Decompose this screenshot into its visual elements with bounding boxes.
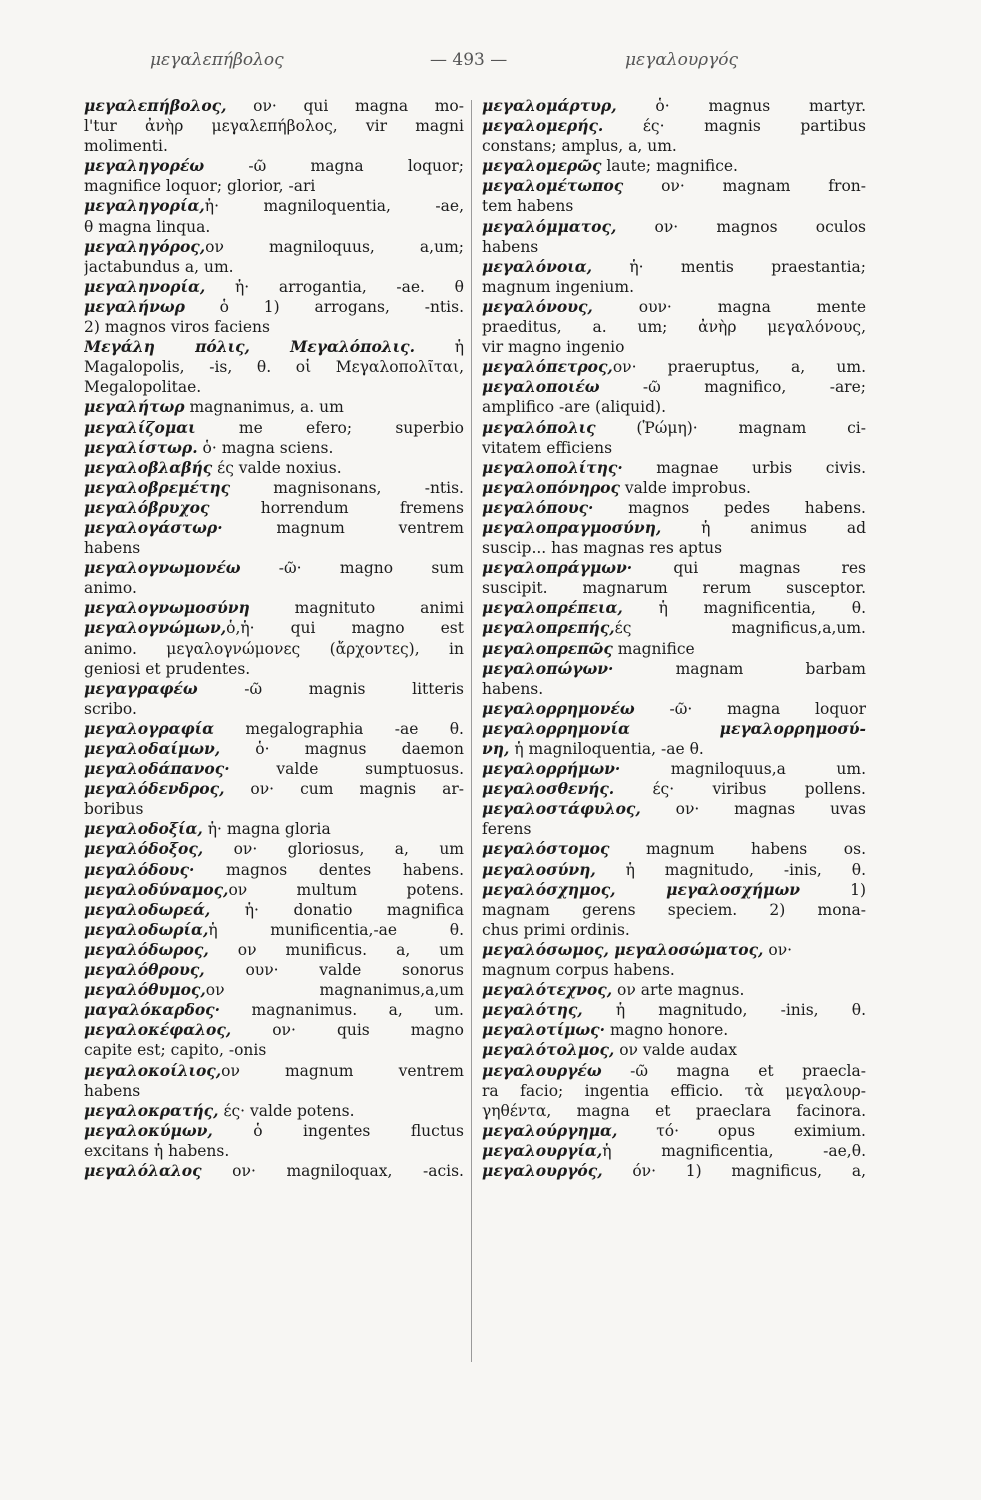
entry-text: ον· praeruptus, a, um. — [612, 358, 866, 377]
dictionary-line — [482, 317, 866, 337]
entry-text: ές valde noxius. — [212, 458, 342, 477]
dictionary-line — [84, 257, 464, 277]
entry-text: ἡ magnificentia, -ae,θ. — [602, 1141, 866, 1160]
dictionary-line — [84, 357, 464, 377]
entry-text: ἡ· mentis praestantia; — [592, 257, 866, 276]
dictionary-line — [84, 558, 464, 578]
dictionary-line — [482, 397, 866, 417]
entry-headword: μεγαλοκρατής, — [84, 1100, 219, 1120]
dictionary-line — [84, 1061, 464, 1081]
entry-text: ἡ — [414, 338, 464, 357]
dictionary-line — [84, 960, 464, 980]
entry-headword: μεγαλόβρυχος — [84, 497, 210, 517]
entry-headword: μεγαληνορία, — [84, 276, 206, 296]
entry-text: ra facio; ingentia efficio. τὰ μεγαλουρ- — [482, 1081, 866, 1100]
left-column — [84, 96, 464, 1181]
dictionary-line — [482, 196, 866, 216]
dictionary-line — [482, 1000, 866, 1020]
dictionary-line — [84, 418, 464, 438]
entry-headword: μεγαλόσωμος, μεγαλοσώματος, — [482, 939, 764, 959]
entry-text: ον arte magnus. — [612, 981, 745, 1000]
dictionary-line — [84, 196, 464, 216]
dictionary-line — [84, 839, 464, 859]
dictionary-line — [84, 1101, 464, 1121]
dictionary-line — [84, 297, 464, 317]
entry-headword: μεγαλήτωρ — [84, 397, 185, 417]
entry-text: habens — [84, 1081, 141, 1100]
dictionary-line — [482, 659, 866, 679]
dictionary-line — [482, 618, 866, 638]
dictionary-line — [84, 1141, 464, 1161]
entry-headword: μεγαλίζομαι — [84, 417, 196, 437]
entry-text: ον· cum magnis ar- — [224, 780, 464, 799]
entry-text: magnanimus, a. um — [184, 398, 344, 417]
entry-text: magniloquus,a um. — [620, 760, 866, 779]
entry-text: ἡ magnificentia, θ. — [622, 599, 866, 618]
entry-headword: μεγαλόπετρος, — [482, 357, 613, 377]
dictionary-line — [84, 1000, 464, 1020]
entry-headword: μεγαλουργία, — [482, 1140, 603, 1160]
dictionary-line — [482, 116, 866, 136]
dictionary-line — [84, 1161, 464, 1181]
dictionary-line — [482, 739, 866, 759]
entry-text: ές· valde potens. — [218, 1101, 355, 1120]
dictionary-line — [482, 860, 866, 880]
entry-text: -ῶ magna loquor; — [204, 157, 464, 176]
entry-headword: μεγαλόδοξος, — [84, 839, 204, 859]
dictionary-line — [482, 960, 866, 980]
entry-text: suscip... has magnas res aptus — [482, 539, 723, 558]
dictionary-line — [84, 578, 464, 598]
entry-text: (Ῥώμη)· magnam ci- — [595, 418, 866, 437]
entry-text: Megalopolitae. — [84, 378, 202, 397]
dictionary-line — [482, 679, 866, 699]
dictionary-line — [84, 1081, 464, 1101]
entry-headword: μεγαλοστάφυλος, — [482, 799, 641, 819]
entry-headword: μεγαλοπώγων· — [482, 658, 614, 678]
entry-headword: μεγαλόδωρος, — [84, 939, 209, 959]
dictionary-line — [482, 880, 866, 900]
dictionary-line — [84, 639, 464, 659]
entry-headword: μεγαλόδους· — [84, 859, 195, 879]
entry-headword: μεγαλόλαλος — [84, 1160, 202, 1180]
dictionary-line — [84, 478, 464, 498]
dictionary-line — [84, 799, 464, 819]
entry-headword: μεγαλόθυμος, — [84, 980, 206, 1000]
entry-headword: μεγαλοβλαβής — [84, 457, 213, 477]
entry-text: suscipit. magnarum rerum susceptor. — [482, 579, 866, 598]
entry-headword: μεγαλήνωρ — [84, 296, 185, 316]
entry-headword: μεγαλοδύναμος, — [84, 879, 229, 899]
entry-text: ουν· magna mente — [592, 297, 866, 316]
entry-text: magnae urbis civis. — [622, 458, 866, 477]
entry-text: habens — [482, 237, 539, 256]
entry-headword: μεγαλογνώμων, — [84, 618, 227, 638]
entry-headword: Μεγάλη πόλις, Μεγαλόπολις. — [84, 337, 415, 357]
dictionary-line — [482, 257, 866, 277]
dictionary-line — [482, 277, 866, 297]
entry-text: magnum ventrem — [222, 518, 464, 537]
entry-text: l'tur ἀνὴρ μεγαλεπήβολος, vir magni — [84, 117, 464, 136]
entry-text: ον· magnas uvas — [640, 800, 866, 819]
entry-headword: μεγαλόθρους, — [84, 960, 205, 980]
entry-headword: μεγαλόνοια, — [482, 256, 593, 276]
entry-text: ὁ· magnus daemon — [220, 740, 464, 758]
dictionary-line — [84, 337, 464, 357]
entry-text: ές magnificus,a,um. — [614, 619, 866, 638]
entry-headword: μεγαλοπόνηρος — [482, 477, 620, 497]
entry-text: ές· viribus pollens. — [614, 780, 866, 799]
entry-text: ον magniloquus, a,um; — [205, 237, 464, 256]
entry-headword: μεγαλογνωμονέω — [84, 558, 241, 578]
dictionary-line — [84, 719, 464, 739]
dictionary-line — [482, 779, 866, 799]
entry-headword: μεγαγραφέω — [84, 678, 198, 698]
entry-text: magnituto animi — [249, 599, 464, 618]
dictionary-line — [482, 438, 866, 458]
dictionary-line — [482, 297, 866, 317]
entry-text: ὁ 1) arrogans, -ntis. — [184, 297, 464, 316]
dictionary-line — [482, 920, 866, 940]
entry-text: ferens — [482, 820, 532, 839]
dictionary-line — [482, 1020, 866, 1040]
entry-text: ἡ magnitudo, -inis, θ. — [595, 860, 866, 879]
entry-headword: μεγαλοδαίμων, — [84, 739, 221, 758]
entry-text: animo. — [84, 579, 137, 598]
dictionary-line — [482, 1061, 866, 1081]
entry-headword: μεγαλόμματος, — [482, 216, 617, 236]
entry-text: magnum corpus habens. — [482, 961, 675, 980]
entry-text: jactabundus a, um. — [84, 257, 234, 276]
entry-text: magnanimus. a, um. — [220, 1001, 464, 1020]
entry-text: qui magnas res — [632, 559, 866, 578]
dictionary-line — [84, 458, 464, 478]
entry-text: 2) magnos viros faciens — [84, 318, 270, 337]
entry-headword: μεγαλοπρεπής, — [482, 618, 615, 638]
dictionary-line — [84, 779, 464, 799]
dictionary-line — [482, 639, 866, 659]
entry-headword: μεγαλομέτωπος — [482, 176, 624, 196]
entry-text: θ magna linqua. — [84, 217, 211, 236]
dictionary-line — [482, 96, 866, 116]
dictionary-line — [84, 277, 464, 297]
dictionary-line — [84, 860, 464, 880]
entry-text: magnifice — [612, 639, 695, 658]
entry-text: ον· — [763, 940, 793, 959]
entry-text: valde improbus. — [619, 478, 751, 497]
dictionary-line — [482, 136, 866, 156]
dictionary-line — [482, 839, 866, 859]
entry-text: ον· magnos oculos — [616, 217, 866, 236]
dictionary-line — [482, 940, 866, 960]
entry-text: ὁ,ἡ· qui magno est — [226, 619, 464, 638]
entry-headword: μεγαλοδοξία, — [84, 819, 203, 839]
entry-headword: μεγαλοδωρία, — [84, 919, 209, 939]
entry-text: vitatem efficiens — [482, 438, 613, 457]
entry-text: valde sumptuosus. — [229, 760, 464, 779]
entry-headword: μεγαλομερής. — [482, 116, 604, 136]
dictionary-line — [482, 498, 866, 518]
entry-headword: μεγαλίστωρ. — [84, 437, 198, 457]
entry-headword: μεγαλόπους· — [482, 497, 594, 517]
dictionary-line — [482, 1161, 866, 1181]
dictionary-line — [84, 538, 464, 558]
entry-text: ὁ ingentes fluctus — [212, 1121, 464, 1140]
entry-text: magnum ingenium. — [482, 277, 635, 296]
entry-text: scribo. — [84, 699, 137, 718]
entry-headword: μεγαλόστομος — [482, 839, 610, 859]
entry-text: praeditus, a. um; ἀνὴρ μεγαλόνους, — [482, 318, 866, 337]
entry-headword: μεγαλοπολίτης· — [482, 457, 623, 477]
entry-text: ον magnanimus,a,um — [205, 981, 464, 1000]
dictionary-line — [84, 116, 464, 136]
entry-text: magnifice loquor; glorior, -ari — [84, 177, 316, 196]
entry-headword: μεγαλόνους, — [482, 296, 593, 316]
entry-text: ἡ· donatio magnifica — [210, 900, 464, 919]
dictionary-line — [482, 478, 866, 498]
dictionary-line — [482, 598, 866, 618]
dictionary-line — [482, 377, 866, 397]
dictionary-line — [84, 659, 464, 679]
dictionary-line — [482, 1081, 866, 1101]
page-header — [150, 50, 840, 84]
entry-text: ἡ· arrogantia, -ae. θ — [205, 277, 464, 296]
entry-text: horrendum fremens — [209, 498, 464, 517]
dictionary-line — [482, 578, 866, 598]
entry-text: magnos dentes habens. — [194, 860, 464, 879]
dictionary-line — [84, 176, 464, 196]
entry-text: ον· gloriosus, a, um — [203, 840, 464, 859]
entry-text: vir magno ingenio — [482, 338, 625, 357]
entry-text: me efero; superbio — [195, 418, 464, 437]
dictionary-line — [84, 1040, 464, 1060]
entry-text: ον· magniloquax, -acis. — [201, 1161, 464, 1180]
dictionary-line — [482, 518, 866, 538]
dictionary-line — [482, 699, 866, 719]
dictionary-line — [84, 759, 464, 779]
entry-text: -ῶ magnis litteris — [197, 679, 464, 698]
dictionary-line — [84, 1121, 464, 1141]
page-number: — 493 — — [430, 50, 508, 70]
dictionary-line — [84, 1020, 464, 1040]
entry-headword: μεγαλοπρέπεια, — [482, 598, 623, 618]
dictionary-line — [84, 699, 464, 719]
entry-headword: μεγαλορρημονέω — [482, 698, 635, 718]
entry-text: ἡ· magniloquentia, -ae, — [204, 197, 464, 216]
entry-text: amplifico -are (aliquid). — [482, 398, 667, 417]
dictionary-line — [84, 397, 464, 417]
dictionary-line — [84, 237, 464, 257]
entry-text: Magalopolis, -is, θ. οἱ Μεγαλοπολῖται, — [84, 358, 464, 377]
dictionary-line — [482, 176, 866, 196]
entry-headword: μεγαλοβρεμέτης — [84, 477, 231, 497]
entry-text: habens. — [482, 679, 544, 698]
entry-headword: μεγαλοκέφαλος, — [84, 1020, 232, 1040]
entry-headword: μαγαλόκαρδος· — [84, 1000, 221, 1020]
dictionary-line — [84, 498, 464, 518]
dictionary-line — [84, 377, 464, 397]
entry-text: ον· quis magno — [231, 1021, 464, 1040]
entry-text: constans; amplus, a, um. — [482, 137, 677, 156]
entry-headword: μεγαλογραφία — [84, 718, 215, 738]
entry-text: ἡ magniloquentia, -ae θ. — [509, 740, 704, 758]
entry-text: boribus — [84, 800, 144, 819]
dictionary-line — [482, 1101, 866, 1121]
dictionary-line — [482, 156, 866, 176]
entry-text: ον valde audax — [614, 1041, 738, 1060]
dictionary-line — [482, 980, 866, 1000]
entry-text: ον· magnam fron- — [623, 177, 866, 196]
entry-text: -ῶ· magno sum — [240, 559, 464, 578]
entry-headword: μεγαλοσύνη, — [482, 859, 596, 879]
entry-headword: μεγαληγορία, — [84, 196, 205, 216]
entry-text: ἡ munificentia,-ae θ. — [208, 920, 464, 939]
entry-headword: μεγαλότολμος, — [482, 1040, 615, 1060]
column-divider — [471, 100, 472, 1362]
right-column — [482, 96, 866, 1181]
dictionary-line — [84, 980, 464, 1000]
entry-text: ἡ magnitudo, -inis, θ. — [582, 1001, 866, 1020]
dictionary-line — [84, 618, 464, 638]
entry-text: magnos pedes habens. — [593, 498, 866, 517]
dictionary-line — [482, 1121, 866, 1141]
entry-text: tem habens — [482, 197, 574, 216]
entry-text: molimenti. — [84, 137, 168, 156]
dictionary-line — [482, 217, 866, 237]
dictionary-line — [84, 920, 464, 940]
running-head-right: μεγαλουργός — [625, 50, 739, 70]
entry-text: megalographia -ae θ. — [214, 719, 464, 738]
dictionary-line — [84, 136, 464, 156]
entry-headword: μεγαλότεχνος, — [482, 980, 613, 1000]
dictionary-line — [482, 337, 866, 357]
entry-headword: μεγαλοσθενής. — [482, 779, 615, 799]
dictionary-line — [482, 759, 866, 779]
entry-headword: μεγαληγορέω — [84, 156, 205, 176]
dictionary-line — [482, 538, 866, 558]
entry-text: ὁ· magna sciens. — [197, 438, 334, 457]
dictionary-line — [84, 819, 464, 839]
dictionary-line — [482, 237, 866, 257]
entry-headword: μεγαλοκοίλιος, — [84, 1060, 222, 1080]
entry-headword: μεγαλομάρτυρ, — [482, 96, 617, 115]
entry-text: magnum habens os. — [609, 840, 866, 859]
entry-text: ἡ animus ad — [661, 518, 866, 537]
entry-text: γηθέντα, magna et praeclara facinora. — [482, 1101, 866, 1120]
entry-text: ἡ· magna gloria — [202, 820, 331, 839]
entry-text: -ῶ magna et praecla- — [601, 1061, 866, 1080]
dictionary-line — [482, 458, 866, 478]
entry-text: ουν· valde sonorus — [204, 961, 464, 980]
entry-headword: μεγαλοτίμως· — [482, 1020, 606, 1040]
entry-text: ον· qui magna mo- — [226, 97, 464, 115]
entry-headword: μεγαλοδάπανος· — [84, 759, 230, 779]
dictionary-line — [482, 819, 866, 839]
entry-headword: μεγαλεπήβολος, — [84, 96, 227, 115]
entry-headword: μεγαλόπολις — [482, 417, 596, 437]
entry-text: ον multum potens. — [228, 880, 464, 899]
dictionary-line — [84, 317, 464, 337]
dictionary-line — [84, 940, 464, 960]
entry-headword: μεγαλοποιέω — [482, 377, 600, 397]
entry-text: laute; magnifice. — [601, 157, 738, 176]
entry-headword: μεγαλοδωρεά, — [84, 899, 211, 919]
entry-text: capite est; capito, -onis — [84, 1041, 267, 1060]
entry-text: habens — [84, 539, 141, 558]
dictionary-line — [482, 1141, 866, 1161]
entry-headword: μεγαλόδενδρος, — [84, 779, 225, 799]
entry-headword: μεγαλοπρεπῶς — [482, 638, 613, 658]
entry-text: ὁ· magnus martyr. — [616, 97, 866, 115]
dictionary-line — [84, 156, 464, 176]
dictionary-line — [84, 900, 464, 920]
entry-text: magnisonans, -ntis. — [230, 478, 464, 497]
dictionary-line — [84, 739, 464, 759]
entry-text: τό· opus eximium. — [617, 1121, 866, 1140]
dictionary-line — [84, 679, 464, 699]
entry-text: 1) — [800, 880, 866, 899]
entry-text: magnam barbam — [613, 659, 866, 678]
entry-headword: νη, — [482, 739, 510, 758]
entry-headword: μεγαλούργημα, — [482, 1120, 618, 1140]
dictionary-line — [482, 418, 866, 438]
entry-headword: μεγαλορρημονία μεγαλορρημοσύ- — [482, 718, 866, 738]
entry-text: ον magnum ventrem — [221, 1061, 464, 1080]
entry-text: excitans ἡ habens. — [84, 1141, 230, 1160]
entry-text: magnam gerens speciem. 2) mona- — [482, 900, 866, 919]
dictionary-line — [84, 880, 464, 900]
entry-text: geniosi et prudentes. — [84, 659, 251, 678]
entry-text: ές· magnis partibus — [603, 117, 866, 136]
dictionary-line — [84, 96, 464, 116]
entry-headword: μεγαληγόρος, — [84, 236, 206, 256]
dictionary-line — [482, 719, 866, 739]
dictionary-line — [84, 518, 464, 538]
entry-headword: μεγαλογάστωρ· — [84, 517, 223, 537]
entry-text: όν· 1) magnificus, a, — [602, 1161, 866, 1180]
entry-headword: μεγαλοκύμων, — [84, 1120, 213, 1140]
entry-headword: μεγαλουργέω — [482, 1060, 602, 1080]
entry-headword: μεγαλοπραγμοσύνη, — [482, 517, 662, 537]
entry-text: -ῶ magnifico, -are; — [599, 378, 866, 397]
entry-headword: μεγαλοπράγμων· — [482, 558, 633, 578]
entry-headword: μεγαλογνωμοσύνη — [84, 598, 250, 618]
entry-text: -ῶ· magna loquor — [634, 699, 866, 718]
dictionary-line — [482, 357, 866, 377]
entry-headword: μεγαλότης, — [482, 1000, 583, 1020]
entry-text: animo. μεγαλογνώμονες (ἄρχοντες), in — [84, 639, 464, 658]
dictionary-line — [482, 799, 866, 819]
dictionary-line — [482, 1040, 866, 1060]
running-head-left: μεγαλεπήβολος — [150, 50, 284, 70]
entry-text: magno honore. — [605, 1021, 729, 1040]
dictionary-line — [84, 217, 464, 237]
entry-headword: μεγαλορρήμων· — [482, 759, 621, 779]
entry-headword: μεγαλόσχημος, μεγαλοσχήμων — [482, 879, 800, 899]
dictionary-line — [84, 598, 464, 618]
dictionary-line — [84, 438, 464, 458]
dictionary-line — [482, 558, 866, 578]
entry-headword: μεγαλουργός, — [482, 1160, 603, 1180]
entry-text: ον munificus. a, um — [208, 940, 464, 959]
entry-headword: μεγαλομερῶς — [482, 156, 602, 176]
dictionary-line — [482, 900, 866, 920]
entry-text: chus primi ordinis. — [482, 920, 630, 939]
